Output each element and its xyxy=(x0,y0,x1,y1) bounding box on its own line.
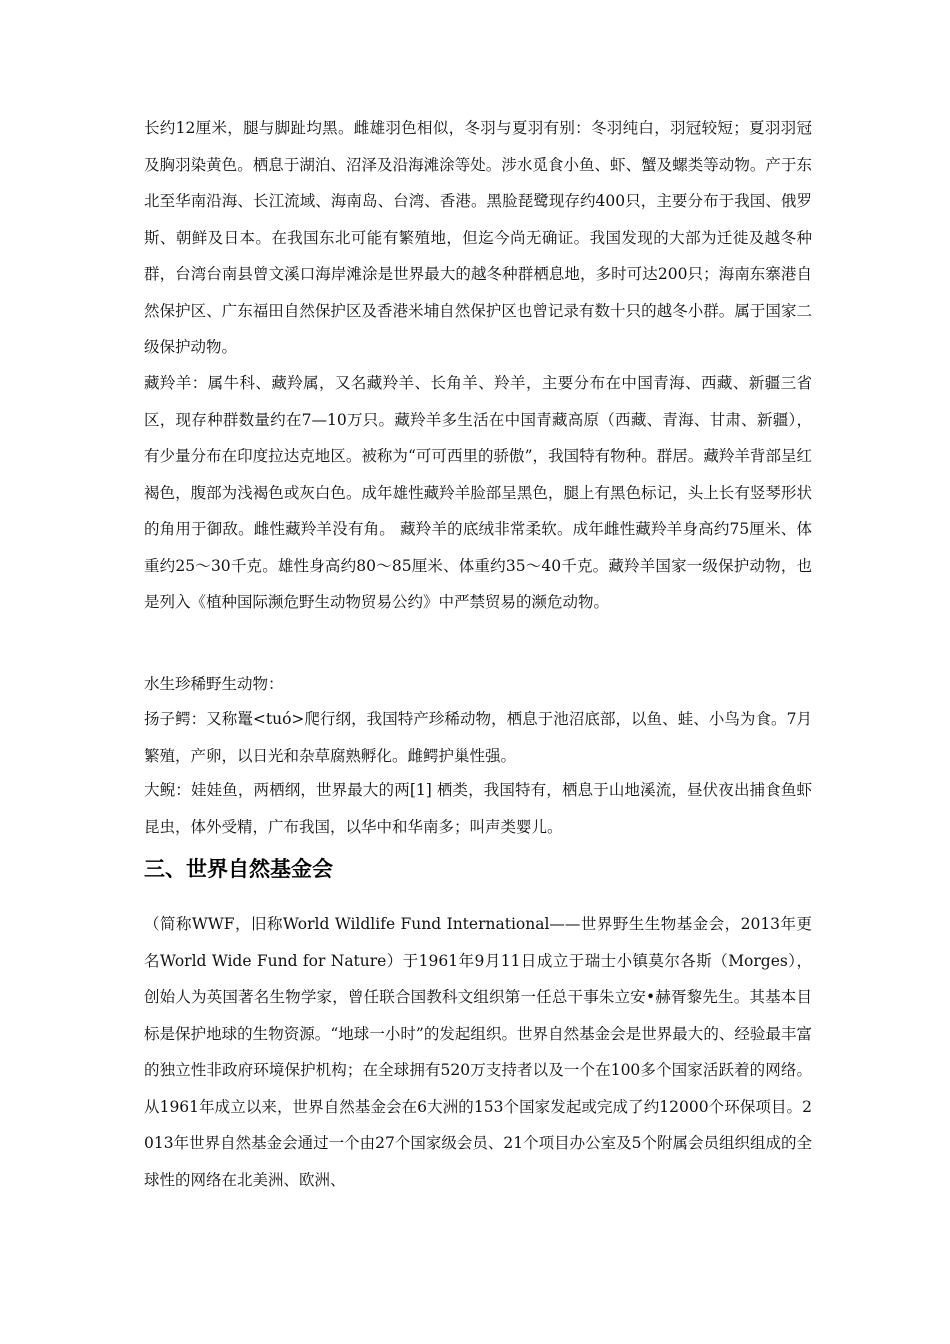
paragraph-black-faced-spoonbill: 长约12厘米，腿与脚趾均黑。雌雄羽色相似，冬羽与夏羽有别：冬羽纯白，羽冠较短；夏羽羽冠及胸羽染黄色。栖息于湖泊、沼泽及沿海滩涂等处。涉水觅食小鱼、虾、蟹及螺类等动物。产于东北至华南沿海、长江流域、海南岛、台湾、香港。黑脸琵鹭现存约400只，主要分布于我国、俄罗斯、朝鲜及日本。在我国东北可能有繁殖地，但迄今尚无确证。我国发现的大部为迁徙及越冬种群，台湾台南县曾文溪口海岸滩涂是世界最大的越冬种群栖息地，多时可达200只；海南东寨港自然保护区、广东福田自然保护区及香港米埔自然保护区也曾记录有数十只的越冬小群。属于国家二级保护动物。 xyxy=(144,119,812,356)
paragraph-tibetan-antelope: 藏羚羊：属牛科、藏羚属，又名藏羚羊、长角羊、羚羊，主要分布在中国青海、西藏、新疆三省区，现存种群数量约在7—10万只。藏羚羊多生活在中国青藏高原（西藏、青海、甘肃、新疆），有少量分布在印度拉达克地区。被称为“可可西里的骄傲”，我国特有物种。群居。藏羚羊背部呈红褐色，腹部为浅褐色或灰白色。成年雄性藏羚羊脸部呈黑色，腿上有黑色标记，头上长有竖琴形状的角用于御敌。雌性藏羚羊没有角。 藏羚羊的底绒非常柔软。成年雌性藏羚羊身高约75厘米、体重约25～30千克。雄性身高约80～85厘米、体重约35～40千克。藏羚羊国家一级保护动物，也是列入《植种国际濒危野生动物贸易公约》中严禁贸易的濒危动物。 xyxy=(144,374,812,611)
paragraph-chinese-alligator: 扬子鳄：又称鼍<tuó>爬行纲，我国特产珍稀动物，栖息于池沼底部，以鱼、蛙、小鸟为食。7月繁殖，产卵，以日光和杂草腐熟孵化。雌鳄护巢性强。 xyxy=(144,710,812,765)
paragraph-wwf-description: （简称WWF，旧称World Wildlife Fund International——世界野生生物基金会，2013年更名World Wide Fund for Nature）于1961年9月11日成立于瑞士小镇莫尔各斯（Morges），创始人为英国著名生物学家，曾任联合国教科文组织第一任总干事朱立安•赫胥黎先生。其基本目标是保护地球的生物资源。“地球一小时”的发起组织。世界自然基金会是世界最大的、经验最丰富的独立性非政府环境保护机构；在全球拥有520万支持者以及一个在100多个国家活跃着的网络。从1961年成立以来，世界自然基金会在6大洲的153个国家发起或完成了约12000个环保项目。2013年世界自然基金会通过一个由27个国家级会员、21个项目办公室及5个附属会员组织组成的全球性的网络在北美洲、欧洲、 xyxy=(144,915,812,1189)
paragraph-aquatic-wildlife-label: 水生珍稀野生动物： xyxy=(144,675,284,693)
section-heading-wwf: 三、世界自然基金会 xyxy=(144,857,333,881)
paragraph-giant-salamander: 大鲵：娃娃鱼，两栖纲，世界最大的两[1] 栖类，我国特有，栖息于山地溪流，昼伏夜出捕食鱼虾昆虫，体外受精，广布我国，以华中和华南多；叫声类婴儿。 xyxy=(144,781,812,836)
